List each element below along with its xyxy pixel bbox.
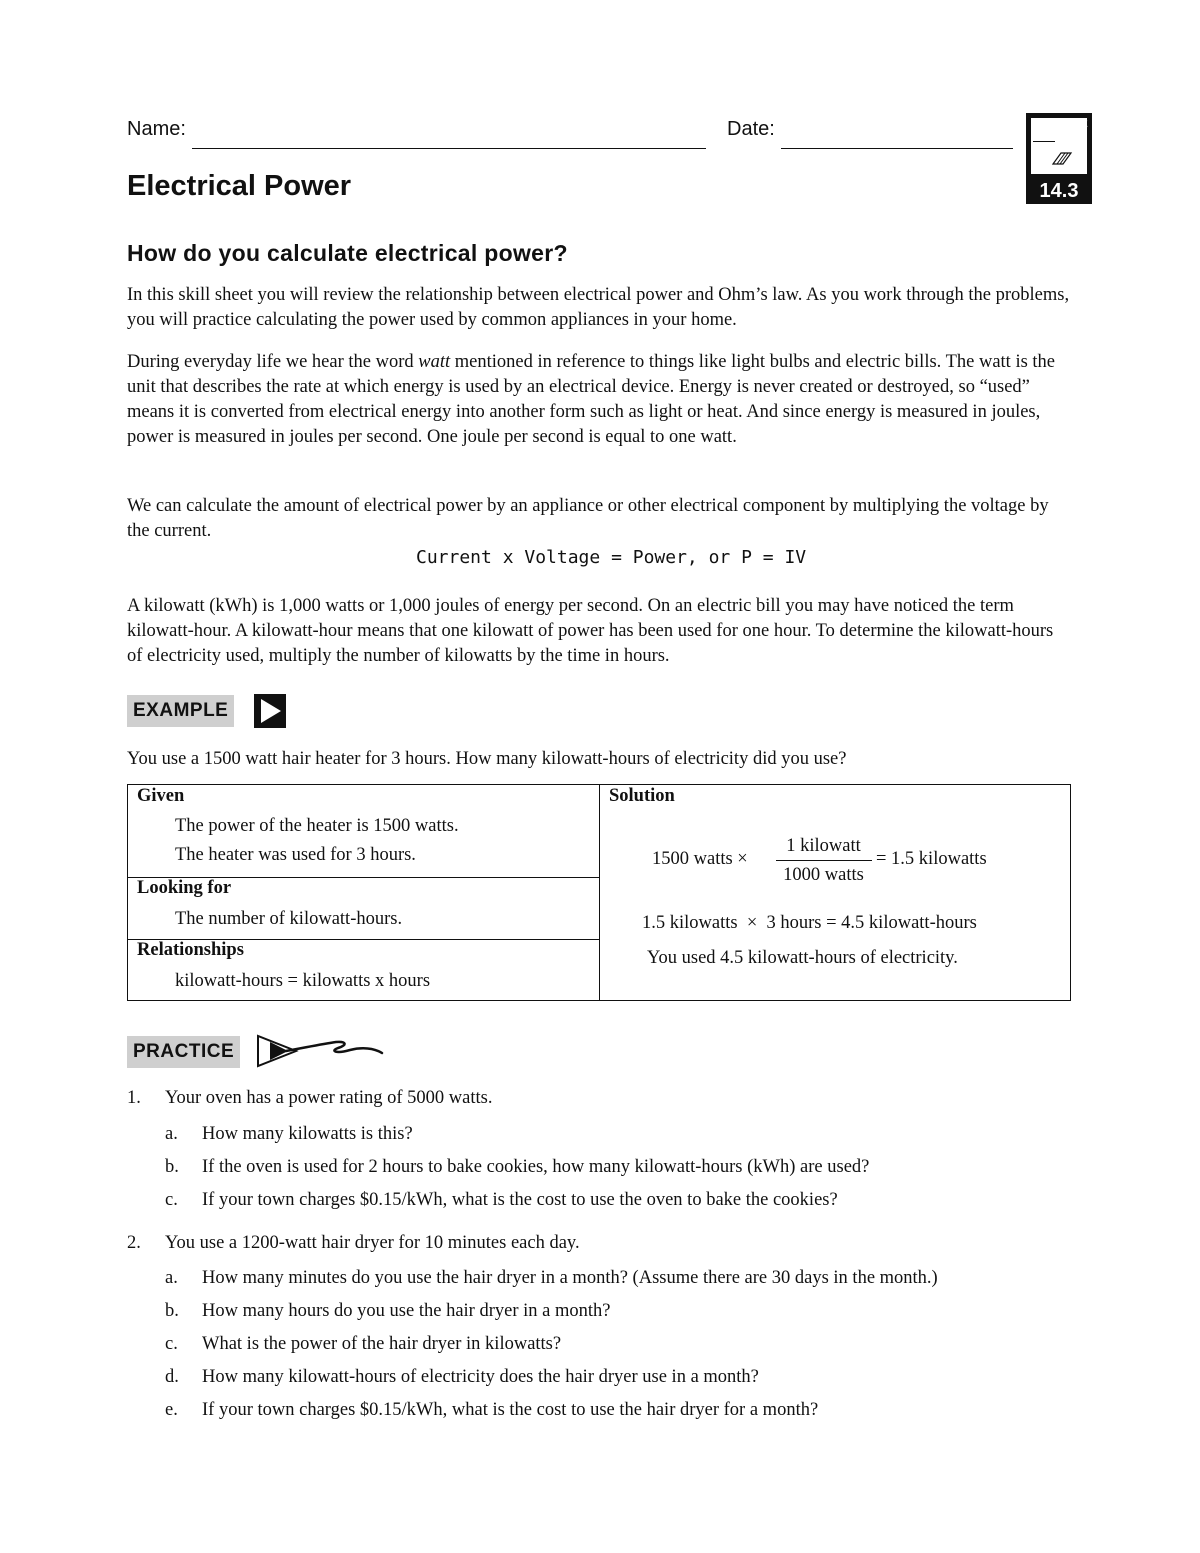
badge-formula-top: 112m [1033, 131, 1055, 141]
practice-arrow-icon [256, 1030, 388, 1072]
question-2-number: 2. [127, 1233, 141, 1253]
example-question: You use a 1500 watt hair heater for 3 hours. How many kilowatt-hours of electricity did you use? [127, 749, 847, 769]
page-title: Electrical Power [127, 170, 352, 202]
question-1a-text: How many kilowatts is this? [202, 1124, 413, 1144]
question-1b-letter: b. [165, 1157, 179, 1177]
date-label: Date: [727, 118, 775, 140]
question-1b-text: If the oven is used for 2 hours to bake cookies, how many kilowatt-hours (kWh) are used? [202, 1157, 870, 1177]
question-1c-text: If your town charges $0.15/kWh, what is the cost to use the oven to bake the cookies? [202, 1190, 838, 1210]
pencil-icon [1033, 151, 1089, 165]
question-1a-letter: a. [165, 1124, 178, 1144]
question-2d-letter: d. [165, 1367, 179, 1387]
solution-right: = 1.5 kilowatts [876, 849, 987, 869]
question-2d-text: How many kilowatt-hours of electricity does the hair dryer use in a month? [202, 1367, 759, 1387]
name-field-line[interactable] [192, 148, 706, 149]
given-line-2: The heater was used for 3 hours. [175, 845, 416, 865]
solution-header: Solution [609, 786, 675, 806]
date-field-line[interactable] [781, 148, 1013, 149]
solution-line-2: 1.5 kilowatts × 3 hours = 4.5 kilowatt-hours [642, 913, 977, 933]
practice-badge [1026, 113, 1092, 204]
solution-denominator: 1000 watts [783, 865, 864, 885]
power-formula: Current x Voltage = Power, or P = IV [416, 547, 807, 568]
name-label: Name: [127, 118, 186, 140]
looking-for-line: The number of kilowatt-hours. [175, 909, 403, 929]
question-1c-letter: c. [165, 1190, 178, 1210]
badge-formula-eq: = [1057, 131, 1063, 141]
intro-paragraph-2 [127, 350, 1072, 450]
question-2c-letter: c. [165, 1334, 178, 1354]
badge-number: 14.3 [1039, 180, 1079, 202]
question-2b-text: How many hours do you use the hair dryer in a month? [202, 1301, 611, 1321]
question-1-number: 1. [127, 1088, 141, 1108]
badge-top [1029, 116, 1089, 176]
question-2b-letter: b. [165, 1301, 179, 1321]
section-subtitle: How do you calculate electrical power? [127, 240, 568, 266]
question-2a-letter: a. [165, 1268, 178, 1288]
question-2c-text: What is the power of the hair dryer in kilowatts? [202, 1334, 562, 1354]
looking-for-header: Looking for [137, 878, 232, 898]
relationships-header: Relationships [137, 940, 244, 960]
intro-paragraph-1: In this skill sheet you will review the relationship between electrical power and Ohm’s law. As you work through the problems, you will practice calculating the power used by common appliances in your home. [127, 285, 1070, 330]
badge-formula-bottom: 4 sec [1033, 141, 1055, 151]
given-line-1: The power of the heater is 1500 watts. [175, 816, 459, 836]
question-2e-letter: e. [165, 1400, 178, 1420]
question-1-text: Your oven has a power rating of 5000 watts. [165, 1088, 493, 1108]
practice-label: PRACTICE [127, 1036, 240, 1068]
table-divider [599, 784, 600, 1001]
intro-paragraph-3: We can calculate the amount of electrical power by an appliance or other electrical component by multiplying the voltage by the current. [127, 496, 1049, 541]
solution-line-3: You used 4.5 kilowatt-hours of electricity. [647, 948, 958, 968]
solution-left: 1500 watts × [652, 849, 748, 869]
p2-text-start: During everyday life we hear the word [127, 352, 419, 372]
example-label: EXAMPLE [127, 695, 234, 727]
given-header: Given [137, 786, 185, 806]
intro-paragraph-4: A kilowatt (kWh) is 1,000 watts or 1,000 joules of energy per second. On an electric bill you may have noticed the term kilowatt-hour. A kilowatt-hour means that one kilowatt of power has been used for one hour. To determine the kilowatt-hours of electricity used, multiply the number of kilowatts by the time in hours. [127, 596, 1054, 666]
play-arrow-icon [254, 694, 286, 728]
question-2a-text: How many minutes do you use the hair dryer in a month? (Assume there are 30 days in the month.) [202, 1268, 938, 1288]
solution-numerator: 1 kilowatt [786, 836, 861, 856]
question-2-text: You use a 1200-watt hair dryer for 10 minutes each day. [165, 1233, 580, 1253]
p2-text-end: mentioned in reference to things like light bulbs and electric bills. The watt is the unit that describes the rate at which energy is used by an electrical device. Energy is never created or destroyed, so “used” means it is converted from electrical energy into another form such as light or heat. And since energy is measured in joules, power is measured in joules per second. One joule per second is equal to one watt. [127, 352, 1056, 447]
fraction-bar [776, 860, 872, 861]
badge-top-label: PRACTICE [1033, 119, 1089, 130]
question-2e-text: If your town charges $0.15/kWh, what is the cost to use the hair dryer for a month? [202, 1400, 819, 1420]
p2-italic-word: watt [418, 352, 451, 372]
relationships-line: kilowatt-hours = kilowatts x hours [175, 971, 431, 991]
